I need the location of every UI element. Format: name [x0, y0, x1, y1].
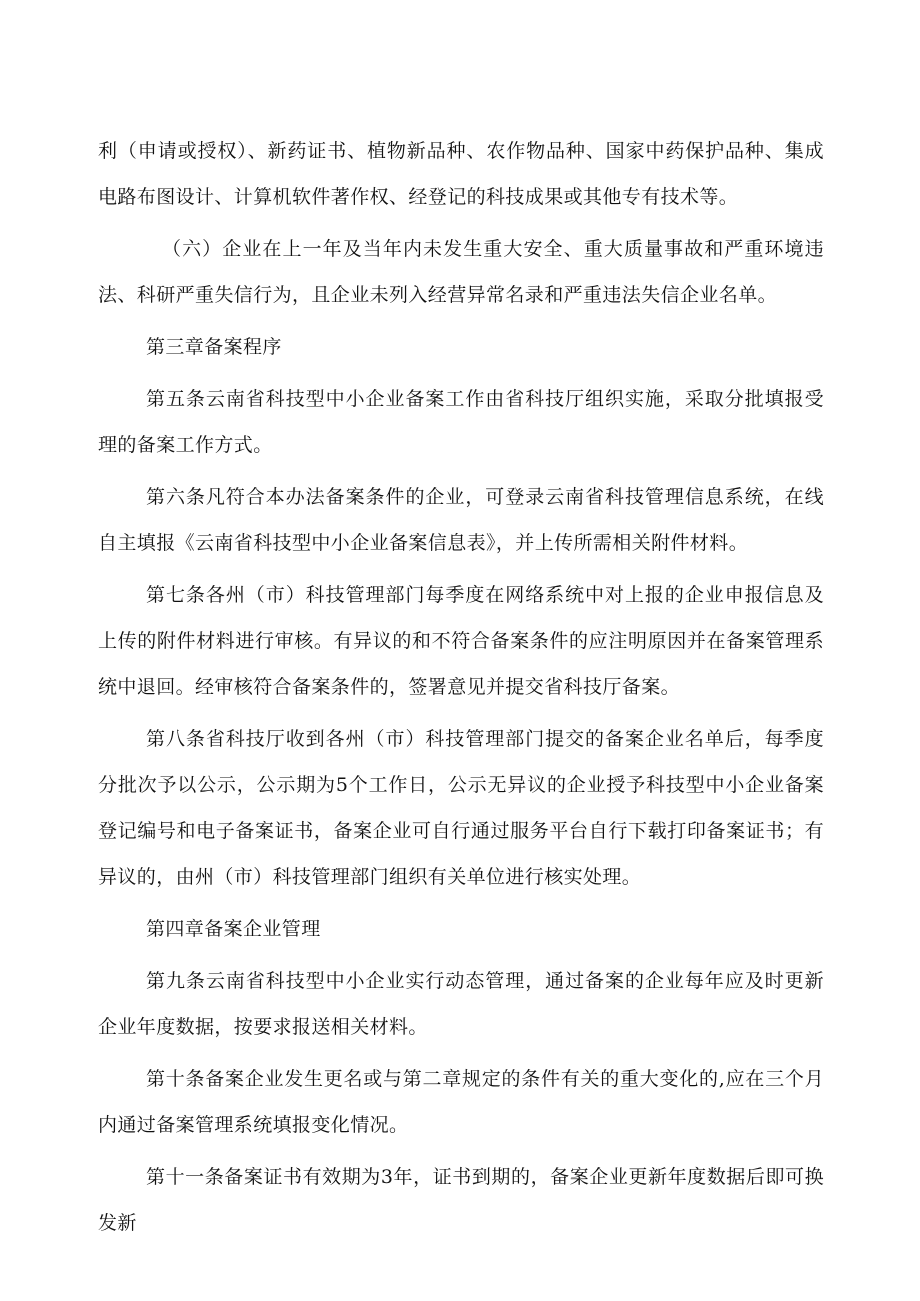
paragraph-clause-six: （六）企业在上一年及当年内未发生重大安全、重大质量事故和严重环境违法、科研严重失信行为，且企业未列入经营异常名录和严重违法失信企业名单。 [98, 238, 824, 306]
chapter-heading-three: 第三章备案程序 [146, 336, 282, 358]
article-eleven: 第十一条备案证书有效期为3年，证书到期的，备案企业更新年度数据后即可换发新 [98, 1166, 824, 1234]
article-five: 第五条云南省科技型中小企业备案工作由省科技厅组织实施，采取分批填报受理的备案工作方式。 [98, 388, 824, 456]
document-body [98, 128, 824, 1252]
article-seven: 第七条各州（市）科技管理部门每季度在网络系统中对上报的企业申报信息及上传的附件材料进行审核。有异议的和不符合备案条件的应注明原因并在备案管理系统中退回。经审核符合备案条件的，签署意见并提交省科技厅备案。 [98, 584, 824, 698]
article-ten: 第十条备案企业发生更名或与第二章规定的条件有关的重大变化的,应在三个月内通过备案管理系统填报变化情况。 [98, 1068, 824, 1136]
article-nine: 第九条云南省科技型中小企业实行动态管理，通过备案的企业每年应及时更新企业年度数据，按要求报送相关材料。 [98, 970, 824, 1038]
paragraph-continuation: 利（申请或授权）、新药证书、植物新品种、农作物品种、国家中药保护品种、集成电路布图设计、计算机软件著作权、经登记的科技成果或其他专有技术等。 [98, 140, 824, 208]
article-six: 第六条凡符合本办法备案条件的企业，可登录云南省科技管理信息系统，在线自主填报《云南省科技型中小企业备案信息表》，并上传所需相关附件材料。 [98, 486, 824, 554]
article-eight: 第八条省科技厅收到各州（市）科技管理部门提交的备案企业名单后，每季度分批次予以公示，公示期为5个工作日，公示无异议的企业授予科技型中小企业备案登记编号和电子备案证书，备案企业可自行通过服务平台自行下载打印备案证书；有异议的，由州（市）科技管理部门组织有关单位进行核实处理。 [98, 728, 824, 888]
chapter-heading-four: 第四章备案企业管理 [146, 918, 321, 940]
